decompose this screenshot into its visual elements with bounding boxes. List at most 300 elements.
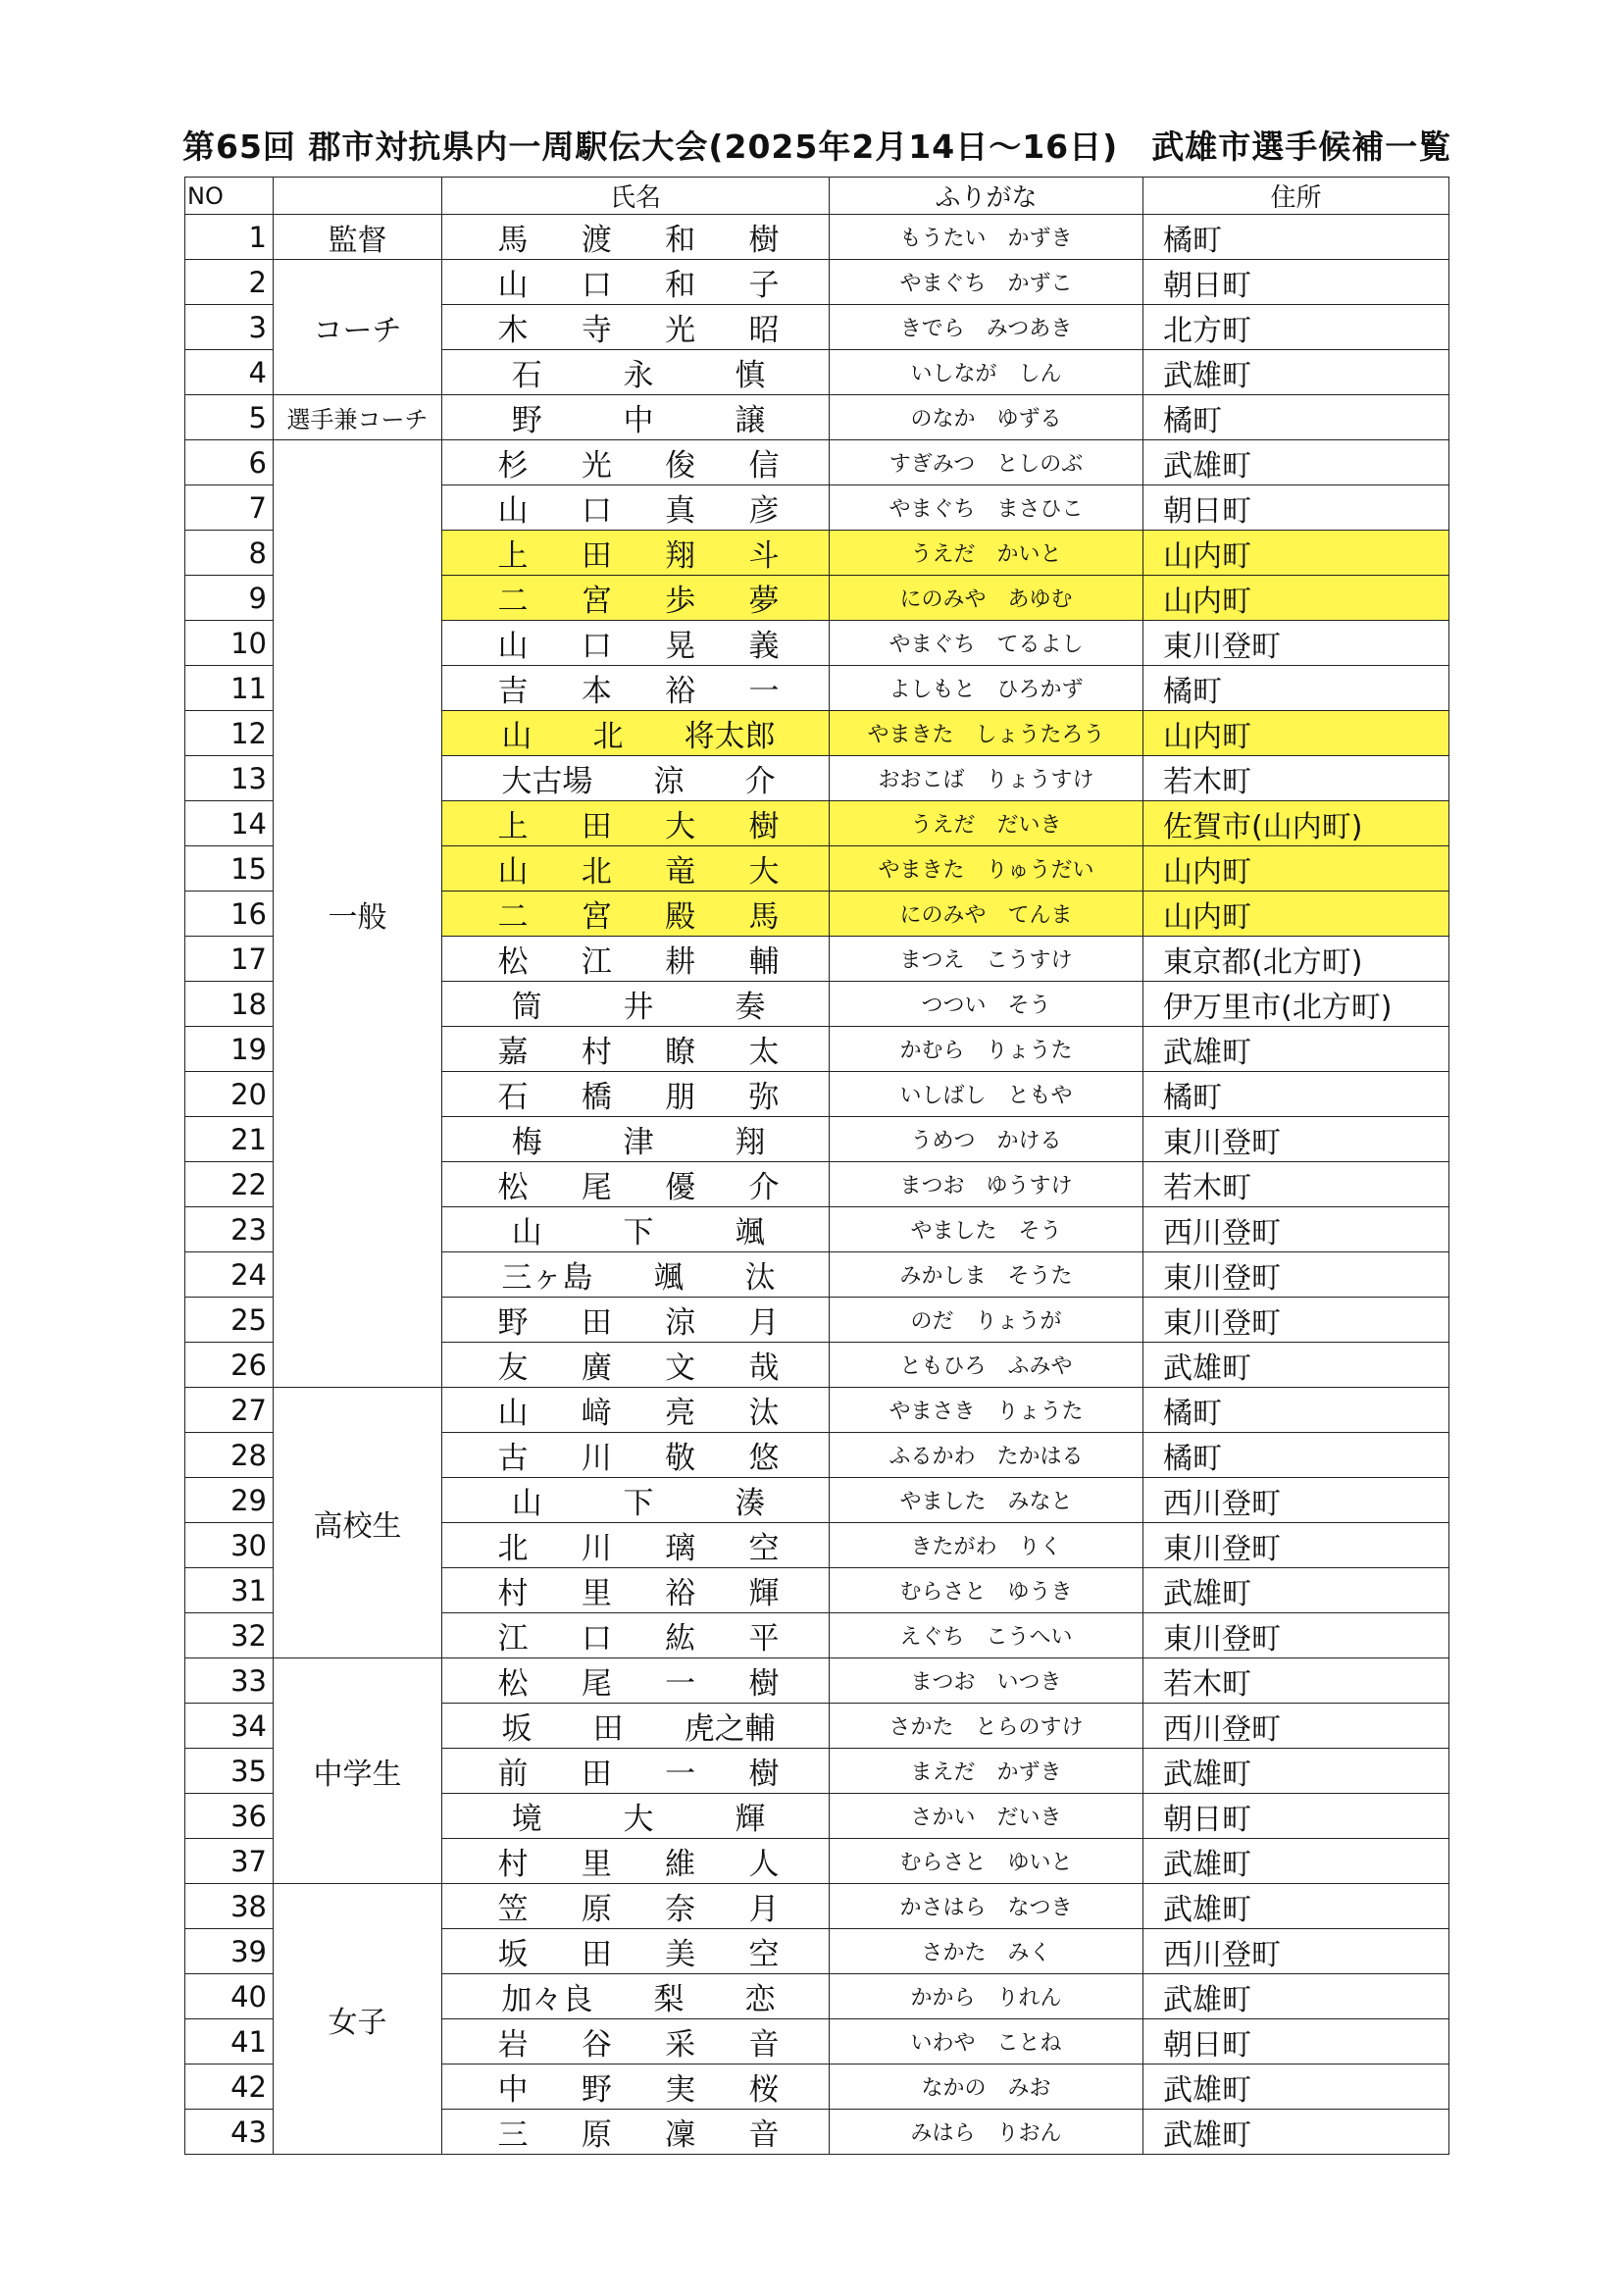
name-cell (442, 756, 830, 801)
row-number: 6 (185, 440, 274, 485)
name-part: 子 (748, 268, 780, 303)
name-part: 山 (501, 719, 533, 754)
name-part: 笠 (497, 1892, 529, 1927)
address-cell: 橘町 (1143, 215, 1449, 260)
address-cell: 山内町 (1143, 892, 1449, 937)
name-cell (442, 1388, 830, 1433)
name-part: 桜 (748, 2072, 780, 2108)
name-part: 吉 (497, 674, 529, 709)
name-part: 山 (497, 629, 529, 664)
name-part: 江 (581, 944, 612, 980)
name-part: 樹 (748, 1666, 780, 1702)
name-part: 野 (511, 403, 542, 438)
name-cell (442, 1704, 830, 1749)
name-part: 梅 (511, 1125, 542, 1160)
name-part: 寺 (581, 313, 612, 348)
name-part: 亮 (665, 1396, 696, 1431)
name-part: 二 (497, 584, 529, 619)
row-number: 33 (185, 1658, 274, 1704)
row-number: 26 (185, 1343, 274, 1388)
row-number: 22 (185, 1162, 274, 1207)
name-part: 馬 (748, 899, 780, 935)
row-number: 4 (185, 350, 274, 395)
page-title: 第65回 郡市対抗県内一周駅伝大会(2025年2月14日～16日) 武雄市選手候補一覧 (182, 127, 1452, 166)
name-cell (442, 1252, 830, 1298)
name-part: 維 (665, 1847, 696, 1882)
name-part: 譲 (735, 403, 766, 438)
name-part: 本 (581, 674, 612, 709)
kana-cell: みはら りおん (830, 2110, 1143, 2155)
kana-cell: さかた とらのすけ (830, 1704, 1143, 1749)
kana-cell: やました みなと (830, 1478, 1143, 1523)
address-cell: 橘町 (1143, 1072, 1449, 1117)
row-number: 2 (185, 260, 274, 305)
name-part: 殿 (665, 899, 696, 935)
name-part: 口 (581, 268, 612, 303)
row-number: 17 (185, 937, 274, 982)
name-part: 一 (665, 1666, 696, 1702)
name-part: 古 (497, 1441, 529, 1476)
name-part: 実 (665, 2072, 696, 2108)
name-cell (442, 711, 830, 756)
kana-cell: さかい だいき (830, 1794, 1143, 1839)
address-cell: 山内町 (1143, 711, 1449, 756)
row-number: 14 (185, 801, 274, 846)
row-number: 31 (185, 1568, 274, 1613)
name-part: 翔 (665, 538, 696, 574)
name-part: 田 (581, 1937, 612, 1972)
kana-cell: いしばし ともや (830, 1072, 1143, 1117)
name-cell (442, 801, 830, 846)
row-number: 40 (185, 1974, 274, 2019)
row-number: 27 (185, 1388, 274, 1433)
name-cell (442, 260, 830, 305)
name-part: 岩 (497, 2027, 529, 2063)
name-part: 山 (497, 268, 529, 303)
name-part: 颯 (653, 1260, 685, 1296)
kana-cell: みかしま そうた (830, 1252, 1143, 1298)
name-part: 中 (623, 403, 654, 438)
name-part: 中 (497, 2072, 529, 2108)
name-part: 口 (581, 1621, 612, 1657)
name-part: 璃 (665, 1531, 696, 1566)
row-number: 30 (185, 1523, 274, 1568)
address-cell: 朝日町 (1143, 485, 1449, 531)
row-number: 16 (185, 892, 274, 937)
kana-cell: かさはら なつき (830, 1884, 1143, 1929)
header-address: 住所 (1143, 178, 1449, 215)
name-part: 二 (497, 899, 529, 935)
kana-cell: むらさと ゆうき (830, 1568, 1143, 1613)
name-part: 筒 (511, 990, 542, 1025)
name-part: 橋 (581, 1080, 612, 1115)
name-part: 川 (581, 1441, 612, 1476)
row-number: 9 (185, 576, 274, 621)
name-part: 石 (511, 358, 542, 393)
name-part: 奏 (735, 990, 766, 1025)
name-cell (442, 982, 830, 1027)
name-part: 下 (623, 1486, 654, 1521)
name-cell (442, 2019, 830, 2065)
name-part: 田 (581, 538, 612, 574)
name-part: 樹 (748, 1757, 780, 1792)
name-part: 平 (748, 1621, 780, 1657)
name-part: 田 (581, 1757, 612, 1792)
kana-cell: つつい そう (830, 982, 1143, 1027)
row-number: 42 (185, 2065, 274, 2110)
name-part: 三ヶ島 (501, 1260, 593, 1296)
category-cell: 一般 (274, 440, 442, 1388)
address-cell: 西川登町 (1143, 1704, 1449, 1749)
address-cell: 東川登町 (1143, 1117, 1449, 1162)
name-cell (442, 2065, 830, 2110)
name-part: 里 (581, 1576, 612, 1611)
name-cell (442, 846, 830, 892)
address-cell: 武雄町 (1143, 350, 1449, 395)
name-part: 山 (497, 854, 529, 890)
address-cell: 山内町 (1143, 576, 1449, 621)
table-row (185, 1658, 1449, 1704)
name-cell (442, 1072, 830, 1117)
kana-cell: いわや ことね (830, 2019, 1143, 2065)
kana-cell: なかの みお (830, 2065, 1143, 2110)
name-cell (442, 1929, 830, 1974)
name-part: 大古場 (501, 764, 593, 799)
table-body (185, 215, 1449, 2155)
name-part: 斗 (748, 538, 780, 574)
name-cell (442, 1839, 830, 1884)
name-part: 輝 (735, 1802, 766, 1837)
name-part: 奈 (665, 1892, 696, 1927)
category-cell: 高校生 (274, 1388, 442, 1658)
name-part: 介 (748, 1170, 780, 1205)
name-cell (442, 305, 830, 350)
name-part: 山 (497, 1396, 529, 1431)
name-part: 下 (623, 1215, 654, 1250)
name-part: 信 (748, 448, 780, 484)
name-part: 野 (497, 1305, 529, 1341)
name-part: 村 (581, 1035, 612, 1070)
row-number: 28 (185, 1433, 274, 1478)
row-number: 23 (185, 1207, 274, 1252)
row-number: 11 (185, 666, 274, 711)
name-part: 瞭 (665, 1035, 696, 1070)
name-part: 田 (581, 1305, 612, 1341)
name-cell (442, 1568, 830, 1613)
name-part: 太 (748, 1035, 780, 1070)
row-number: 1 (185, 215, 274, 260)
header-category (274, 178, 442, 215)
row-number: 25 (185, 1298, 274, 1343)
row-number: 24 (185, 1252, 274, 1298)
name-cell (442, 2110, 830, 2155)
name-cell (442, 1478, 830, 1523)
address-cell: 東川登町 (1143, 1252, 1449, 1298)
name-part: 朋 (665, 1080, 696, 1115)
name-part: 空 (748, 1531, 780, 1566)
row-number: 38 (185, 1884, 274, 1929)
name-part: 汰 (744, 1260, 776, 1296)
kana-cell: むらさと ゆいと (830, 1839, 1143, 1884)
row-number: 36 (185, 1794, 274, 1839)
address-cell: 西川登町 (1143, 1478, 1449, 1523)
name-part: 大 (665, 809, 696, 844)
address-cell: 山内町 (1143, 846, 1449, 892)
name-cell (442, 1749, 830, 1794)
row-number: 39 (185, 1929, 274, 1974)
name-part: 松 (497, 1170, 529, 1205)
name-part: 廣 (581, 1351, 612, 1386)
name-part: 悠 (748, 1441, 780, 1476)
name-part: 原 (581, 1892, 612, 1927)
name-part: 優 (665, 1170, 696, 1205)
name-part: 月 (748, 1892, 780, 1927)
address-cell: 朝日町 (1143, 260, 1449, 305)
address-cell: 東川登町 (1143, 1523, 1449, 1568)
name-part: 空 (748, 1937, 780, 1972)
row-number: 3 (185, 305, 274, 350)
name-part: 一 (748, 674, 780, 709)
address-cell: 武雄町 (1143, 1974, 1449, 2019)
address-cell: 東川登町 (1143, 1613, 1449, 1658)
name-part: 俊 (665, 448, 696, 484)
address-cell: 朝日町 (1143, 1794, 1449, 1839)
header-kana: ふりがな (830, 178, 1143, 215)
name-part: 山 (497, 493, 529, 529)
name-part: 輝 (748, 1576, 780, 1611)
address-cell: 武雄町 (1143, 1568, 1449, 1613)
name-cell (442, 1117, 830, 1162)
kana-cell: うえだ だいき (830, 801, 1143, 846)
address-cell: 橘町 (1143, 1433, 1449, 1478)
name-cell (442, 1433, 830, 1478)
address-cell: 東川登町 (1143, 1298, 1449, 1343)
address-cell: 武雄町 (1143, 1749, 1449, 1794)
name-part: 永 (623, 358, 654, 393)
address-cell: 武雄町 (1143, 2110, 1449, 2155)
kana-cell: やまぐち かずこ (830, 260, 1143, 305)
name-part: 裕 (665, 1576, 696, 1611)
name-part: 輔 (748, 944, 780, 980)
name-part: 弥 (748, 1080, 780, 1115)
name-part: 凜 (665, 2117, 696, 2153)
name-cell (442, 1207, 830, 1252)
name-part: 昭 (748, 313, 780, 348)
header-no: NO (185, 178, 274, 215)
name-part: 義 (748, 629, 780, 664)
kana-cell: ともひろ ふみや (830, 1343, 1143, 1388)
name-part: 前 (497, 1757, 529, 1792)
name-part: 馬 (497, 223, 529, 258)
name-part: 大 (748, 854, 780, 890)
name-part: 上 (497, 538, 529, 574)
kana-cell: やまぐち まさひこ (830, 485, 1143, 531)
kana-cell: いしなが しん (830, 350, 1143, 395)
name-part: 谷 (581, 2027, 612, 2063)
table-row (185, 1884, 1449, 1929)
kana-cell: やまきた しょうたろう (830, 711, 1143, 756)
name-part: 山 (511, 1486, 542, 1521)
address-cell: 武雄町 (1143, 1884, 1449, 1929)
category-cell: 監督 (274, 215, 442, 260)
address-cell: 朝日町 (1143, 2019, 1449, 2065)
address-cell: 佐賀市(山内町) (1143, 801, 1449, 846)
name-cell (442, 621, 830, 666)
kana-cell: ふるかわ たかはる (830, 1433, 1143, 1478)
name-part: 歩 (665, 584, 696, 619)
kana-cell: かから りれん (830, 1974, 1143, 2019)
name-cell (442, 937, 830, 982)
name-cell (442, 1658, 830, 1704)
name-part: 恋 (744, 1982, 776, 2017)
address-cell: 橘町 (1143, 1388, 1449, 1433)
name-part: 樹 (748, 223, 780, 258)
kana-cell: うめつ かける (830, 1117, 1143, 1162)
name-cell (442, 215, 830, 260)
kana-cell: のだ りょうが (830, 1298, 1143, 1343)
address-cell: 武雄町 (1143, 2065, 1449, 2110)
name-part: 敬 (665, 1441, 696, 1476)
name-cell (442, 395, 830, 440)
address-cell: 若木町 (1143, 1658, 1449, 1704)
name-cell (442, 1974, 830, 2019)
kana-cell: もうたい かずき (830, 215, 1143, 260)
kana-cell: やまさき りょうた (830, 1388, 1143, 1433)
address-cell: 武雄町 (1143, 1839, 1449, 1884)
category-cell: 中学生 (274, 1658, 442, 1884)
address-cell: 武雄町 (1143, 1343, 1449, 1388)
table-row (185, 395, 1449, 440)
address-cell: 武雄町 (1143, 440, 1449, 485)
name-cell (442, 1298, 830, 1343)
name-part: 口 (581, 629, 612, 664)
row-number: 12 (185, 711, 274, 756)
name-part: 野 (581, 2072, 612, 2108)
table-row (185, 440, 1449, 485)
row-number: 35 (185, 1749, 274, 1794)
name-part: 田 (592, 1711, 624, 1747)
name-cell (442, 350, 830, 395)
name-part: 川 (581, 1531, 612, 1566)
name-part: 慎 (735, 358, 766, 393)
kana-cell: かむら りょうた (830, 1027, 1143, 1072)
kana-cell: やまぐち てるよし (830, 621, 1143, 666)
table-row (185, 215, 1449, 260)
kana-cell: きでら みつあき (830, 305, 1143, 350)
name-part: 涼 (653, 764, 685, 799)
row-number: 13 (185, 756, 274, 801)
row-number: 10 (185, 621, 274, 666)
name-part: 湊 (735, 1486, 766, 1521)
name-part: 原 (581, 2117, 612, 2153)
kana-cell: やました そう (830, 1207, 1143, 1252)
name-part: 松 (497, 1666, 529, 1702)
name-part: 江 (497, 1621, 529, 1657)
name-part: 月 (748, 1305, 780, 1341)
name-part: 友 (497, 1351, 529, 1386)
name-part: 石 (497, 1080, 529, 1115)
name-part: 樹 (748, 809, 780, 844)
category-cell: 女子 (274, 1884, 442, 2155)
address-cell: 東川登町 (1143, 621, 1449, 666)
name-part: 三 (497, 2117, 529, 2153)
category-cell: コーチ (274, 260, 442, 395)
row-number: 20 (185, 1072, 274, 1117)
address-cell: 西川登町 (1143, 1207, 1449, 1252)
name-part: 口 (581, 493, 612, 529)
name-part: 村 (497, 1576, 529, 1611)
name-part: 松 (497, 944, 529, 980)
row-number: 5 (185, 395, 274, 440)
address-cell: 橘町 (1143, 666, 1449, 711)
name-part: 一 (665, 1757, 696, 1792)
name-part: 大 (623, 1802, 654, 1837)
kana-cell: よしもと ひろかず (830, 666, 1143, 711)
kana-cell: すぎみつ としのぶ (830, 440, 1143, 485)
table-row (185, 260, 1449, 305)
name-part: 山 (511, 1215, 542, 1250)
name-part: 虎之輔 (684, 1711, 776, 1747)
name-part: 音 (748, 2027, 780, 2063)
name-part: 音 (748, 2117, 780, 2153)
name-cell (442, 576, 830, 621)
name-part: 文 (665, 1351, 696, 1386)
kana-cell: やまきた りゅうだい (830, 846, 1143, 892)
name-part: 杉 (497, 448, 529, 484)
name-part: 梨 (653, 1982, 685, 2017)
name-cell (442, 531, 830, 576)
name-part: 坂 (497, 1937, 529, 1972)
table-row (185, 1388, 1449, 1433)
name-part: 和 (665, 268, 696, 303)
row-number: 37 (185, 1839, 274, 1884)
name-cell (442, 1523, 830, 1568)
name-part: 汰 (748, 1396, 780, 1431)
row-number: 15 (185, 846, 274, 892)
row-number: 18 (185, 982, 274, 1027)
row-number: 7 (185, 485, 274, 531)
name-cell (442, 666, 830, 711)
name-part: 美 (665, 1937, 696, 1972)
name-part: 加々良 (501, 1982, 593, 2017)
header-name: 氏名 (442, 178, 830, 215)
name-part: 渡 (581, 223, 612, 258)
address-cell: 東京都(北方町) (1143, 937, 1449, 982)
name-part: 﨑 (581, 1396, 612, 1431)
category-cell: 選手兼コーチ (274, 395, 442, 440)
name-cell (442, 1162, 830, 1207)
name-part: 坂 (501, 1711, 533, 1747)
name-part: 竜 (665, 854, 696, 890)
kana-cell: えぐち こうへい (830, 1613, 1143, 1658)
name-part: 和 (665, 223, 696, 258)
address-cell: 橘町 (1143, 395, 1449, 440)
name-part: 宮 (581, 899, 612, 935)
name-part: 哉 (748, 1351, 780, 1386)
kana-cell: まえだ かずき (830, 1749, 1143, 1794)
name-part: 嘉 (497, 1035, 529, 1070)
address-cell: 若木町 (1143, 1162, 1449, 1207)
address-cell: 伊万里市(北方町) (1143, 982, 1449, 1027)
row-number: 43 (185, 2110, 274, 2155)
kana-cell: おおこば りょうすけ (830, 756, 1143, 801)
row-number: 21 (185, 1117, 274, 1162)
name-part: 光 (665, 313, 696, 348)
name-part: 境 (511, 1802, 542, 1837)
name-part: 涼 (665, 1305, 696, 1341)
address-cell: 北方町 (1143, 305, 1449, 350)
name-part: 耕 (665, 944, 696, 980)
